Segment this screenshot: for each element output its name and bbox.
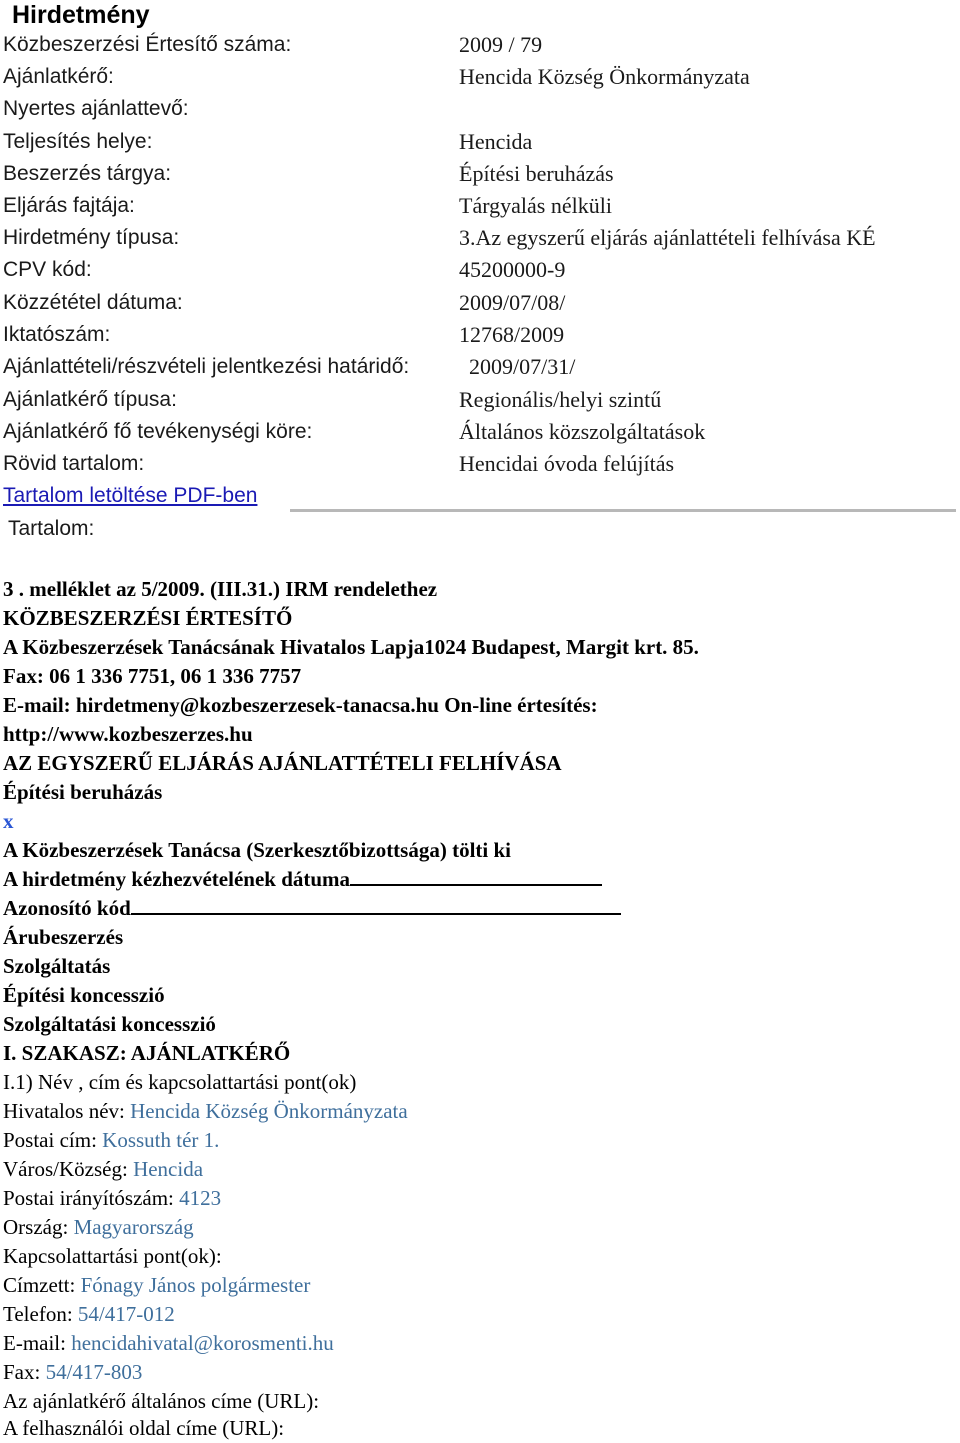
meta-value: 45200000-9 xyxy=(459,257,566,282)
meta-value: Építési beruházás xyxy=(459,161,614,186)
contact-label: Hivatalos név: xyxy=(3,1099,131,1123)
meta-value: Hencida xyxy=(459,129,533,154)
contact-value: Fónagy János polgármester xyxy=(80,1273,311,1297)
meta-label: Közzététel dátuma: xyxy=(3,291,183,314)
meta-label: Ajánlatkérő fő tevékenységi köre: xyxy=(3,420,313,443)
meta-value: Regionális/helyi szintű xyxy=(459,387,662,412)
meta-label: Ajánlattételi/részvételi jelentkezési határidő: xyxy=(3,355,410,378)
editorial-note: A Közbeszerzések Tanácsa (Szerkesztőbizottsága) tölti ki xyxy=(3,838,512,862)
identifier-line xyxy=(3,894,621,923)
identifier-label: Azonosító kód xyxy=(3,896,131,920)
section-intro: I.1) Név , cím és kapcsolattartási pont(ok) xyxy=(3,1070,357,1094)
contact-addressee xyxy=(3,1271,310,1300)
meta-value: 2009/07/31/ xyxy=(469,354,576,379)
meta-row-notice-type xyxy=(3,223,953,253)
meta-row-procedure-type xyxy=(3,191,953,221)
content-label: Tartalom: xyxy=(8,517,95,540)
divider xyxy=(290,509,956,512)
contact-value: Magyarország xyxy=(73,1215,194,1239)
contact-value: Hencida xyxy=(133,1157,204,1181)
meta-row-winning-bidder xyxy=(3,94,953,124)
meta-label: Hirdetmény típusa: xyxy=(3,226,180,249)
identifier-blank xyxy=(131,897,621,915)
meta-label: Ajánlatkérő: xyxy=(3,65,114,88)
publisher-address: A Közbeszerzések Tanácsának Hivatalos Lapja1024 Budapest, Margit krt. 85. xyxy=(3,635,699,659)
meta-row-contracting-authority xyxy=(3,62,953,92)
contact-postal-address xyxy=(3,1126,219,1155)
meta-row-bulletin-number xyxy=(3,30,953,60)
publisher-fax: Fax: 06 1 336 7751, 06 1 336 7757 xyxy=(3,664,302,688)
contact-value: 4123 xyxy=(179,1186,222,1210)
contact-value: 54/417-803 xyxy=(45,1360,143,1384)
contract-type-service-concession: Szolgáltatási koncesszió xyxy=(3,1012,216,1036)
receipt-date-label: A hirdetmény kézhezvételének dátuma xyxy=(3,867,351,891)
meta-label: Beszerzés tárgya: xyxy=(3,162,172,185)
meta-value: 2009/07/08/ xyxy=(459,290,566,315)
contact-label: Postai cím: xyxy=(3,1128,103,1152)
meta-row-short-content xyxy=(3,449,953,479)
meta-value: Hencidai óvoda felújítás xyxy=(459,451,675,476)
receipt-date-blank xyxy=(350,868,602,886)
contact-points xyxy=(3,1242,222,1271)
contact-official-name xyxy=(3,1097,408,1126)
section-heading: I. SZAKASZ: AJÁNLATKÉRŐ xyxy=(3,1041,291,1065)
contract-type-supplies: Árubeszerzés xyxy=(3,925,124,949)
meta-row-procurement-subject xyxy=(3,159,953,189)
receipt-date-line xyxy=(3,865,602,894)
meta-row-cpv-code xyxy=(3,255,953,285)
contract-type-works-concession: Építési koncesszió xyxy=(3,983,165,1007)
annex-reference: 3 . melléklet az 5/2009. (III.31.) IRM rendelethez xyxy=(3,577,438,601)
contact-label: Postai irányítószám: xyxy=(3,1186,180,1210)
contact-label: Város/Község: xyxy=(3,1157,134,1181)
page-title: Hirdetmény xyxy=(12,1,150,29)
meta-label: Rövid tartalom: xyxy=(3,452,145,475)
meta-value: Hencida Község Önkormányzata xyxy=(459,64,750,89)
meta-label: Ajánlatkérő típusa: xyxy=(3,388,177,411)
meta-row-main-activity xyxy=(3,417,953,447)
contact-label: Címzett: xyxy=(3,1273,81,1297)
meta-label: Eljárás fajtája: xyxy=(3,194,135,217)
contact-buyer-profile-url xyxy=(3,1414,284,1443)
contact-label: E-mail: xyxy=(3,1331,72,1355)
meta-label: Teljesítés helye: xyxy=(3,130,153,153)
contact-phone xyxy=(3,1300,175,1329)
contact-value: hencidahivatal@korosmenti.hu xyxy=(71,1331,334,1355)
meta-row-authority-type xyxy=(3,385,953,415)
meta-row-registration-number xyxy=(3,320,953,350)
notice-heading: AZ EGYSZERŰ ELJÁRÁS AJÁNLATTÉTELI FELHÍVÁSA xyxy=(3,751,562,775)
contact-country xyxy=(3,1213,194,1242)
contact-label: Az ajánlatkérő általános címe (URL): xyxy=(3,1389,320,1413)
contract-type-services: Szolgáltatás xyxy=(3,954,111,978)
meta-label: Közbeszerzési Értesítő száma: xyxy=(3,33,292,56)
publisher-email: E-mail: hirdetmeny@kozbeszerzesek-tanacsa.hu On-line értesítés: xyxy=(3,693,598,717)
meta-label: Iktatószám: xyxy=(3,323,111,346)
pdf-download-link[interactable]: Tartalom letöltése PDF-ben xyxy=(3,484,258,507)
checked-mark: x xyxy=(3,809,14,833)
publisher-website: http://www.kozbeszerzes.hu xyxy=(3,722,253,746)
contact-postal-code xyxy=(3,1184,221,1213)
contact-fax xyxy=(3,1358,142,1387)
contact-label: Telefon: xyxy=(3,1302,78,1326)
contact-value: Kossuth tér 1. xyxy=(102,1128,220,1152)
contact-email xyxy=(3,1329,334,1358)
contact-town xyxy=(3,1155,203,1184)
contact-label: A felhasználói oldal címe (URL): xyxy=(3,1416,285,1440)
contact-label: Kapcsolattartási pont(ok): xyxy=(3,1244,222,1268)
contact-label: Fax: xyxy=(3,1360,46,1384)
meta-row-publication-date xyxy=(3,288,953,318)
contact-value: 54/417-012 xyxy=(77,1302,175,1326)
meta-value: 3.Az egyszerű eljárás ajánlattételi felhívása KÉ xyxy=(459,225,876,250)
meta-row-place-of-performance xyxy=(3,127,953,157)
meta-value: Tárgyalás nélküli xyxy=(459,193,612,218)
meta-label: Nyertes ajánlattevő: xyxy=(3,97,189,120)
contract-type-works: Építési beruházás xyxy=(3,780,163,804)
contact-label: Ország: xyxy=(3,1215,74,1239)
meta-row-deadline xyxy=(3,352,953,382)
contact-value: Hencida Község Önkormányzata xyxy=(130,1099,408,1123)
meta-value: 12768/2009 xyxy=(459,322,565,347)
meta-value: 2009 / 79 xyxy=(459,32,543,57)
meta-value: Általános közszolgáltatások xyxy=(459,419,706,444)
contact-general-url xyxy=(3,1387,319,1416)
bulletin-heading: KÖZBESZERZÉSI ÉRTESÍTŐ xyxy=(3,606,293,630)
meta-label: CPV kód: xyxy=(3,258,92,281)
